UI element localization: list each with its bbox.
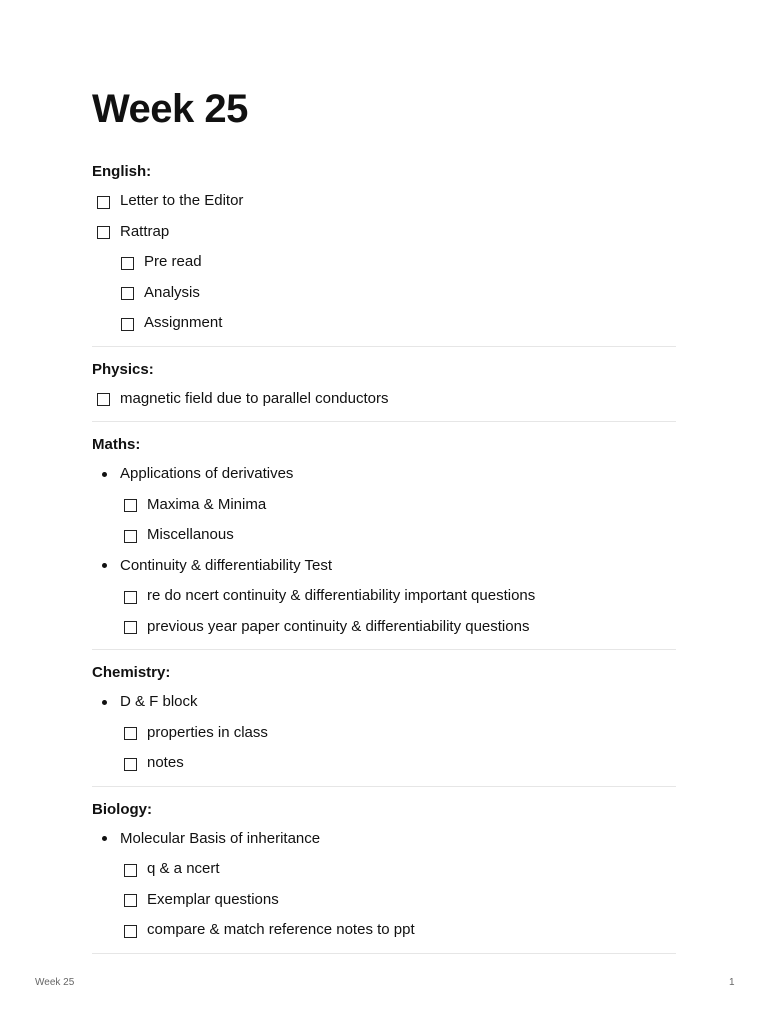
section-physics [92,355,676,423]
todo-label: Assignment [144,314,223,332]
todo-item[interactable] [92,186,676,217]
todo-subitem[interactable] [92,915,676,946]
bullet-item [92,687,676,718]
section-heading: Physics: [92,360,154,378]
todo-subitem[interactable] [92,308,676,339]
todo-label: re do ncert continuity & differentiability important questions [147,587,536,605]
todo-label: Exemplar questions [147,890,279,908]
section-heading: Maths: [92,436,141,453]
todo-label: Pre read [144,253,202,271]
todo-subitem[interactable] [92,278,676,309]
footer-doc-title: Week 25 [35,977,75,988]
todo-item[interactable] [92,217,676,248]
todo-label: previous year paper continuity & differentiability questions [147,617,530,635]
bullet-item [92,551,676,582]
bullet-dot-icon [102,836,107,841]
section-english [92,157,676,347]
checkbox[interactable] [124,621,137,634]
checkbox[interactable] [124,727,137,740]
bullet-label: Continuity & differentiability Test [120,556,333,574]
todo-label: Miscellanous [147,526,234,544]
bullet-label: Molecular Basis of inheritance [120,829,321,847]
todo-document [92,157,676,962]
section-heading: Chemistry: [92,664,171,681]
checkbox[interactable] [97,196,110,209]
todo-label: Letter to the Editor [120,192,244,210]
todo-subitem[interactable] [92,247,676,278]
bullet-item [92,459,676,490]
todo-label: q & a ncert [147,860,220,878]
todo-subitem[interactable] [92,718,676,749]
bullet-dot-icon [102,472,107,477]
todo-subitem[interactable] [92,612,676,643]
section-maths [92,430,676,650]
checkbox[interactable] [124,499,137,512]
todo-label: Analysis [144,283,200,301]
todo-item[interactable] [92,384,676,415]
section-heading: English: [92,163,152,180]
checkbox[interactable] [97,226,110,239]
todo-subitem[interactable] [92,748,676,779]
bullet-item [92,824,676,855]
section-biology [92,795,676,954]
page-title: Week 25 [92,87,248,131]
todo-subitem[interactable] [92,520,676,551]
section-heading: Biology: [92,800,152,818]
todo-subitem[interactable] [92,854,676,885]
todo-label: Rattrap [120,222,170,240]
checkbox[interactable] [97,393,110,406]
checkbox[interactable] [124,925,137,938]
todo-subitem[interactable] [92,490,676,521]
todo-label: properties in class [147,723,268,741]
bullet-dot-icon [102,700,107,705]
todo-subitem[interactable] [92,581,676,612]
todo-label: notes [147,754,184,772]
bullet-dot-icon [102,563,107,568]
todo-subitem[interactable] [92,885,676,916]
todo-label: Maxima & Minima [147,495,267,513]
checkbox[interactable] [124,864,137,877]
checkbox[interactable] [121,257,134,270]
checkbox[interactable] [124,758,137,771]
todo-label: magnetic field due to parallel conductors [120,389,389,407]
section-chemistry [92,658,676,787]
checkbox[interactable] [121,318,134,331]
checkbox[interactable] [124,894,137,907]
bullet-label: D & F block [120,693,198,711]
checkbox[interactable] [124,591,137,604]
bullet-label: Applications of derivatives [120,465,294,483]
todo-label: compare & match reference notes to ppt [147,921,415,939]
checkbox[interactable] [121,287,134,300]
footer-page-number: 1 [729,977,735,988]
checkbox[interactable] [124,530,137,543]
